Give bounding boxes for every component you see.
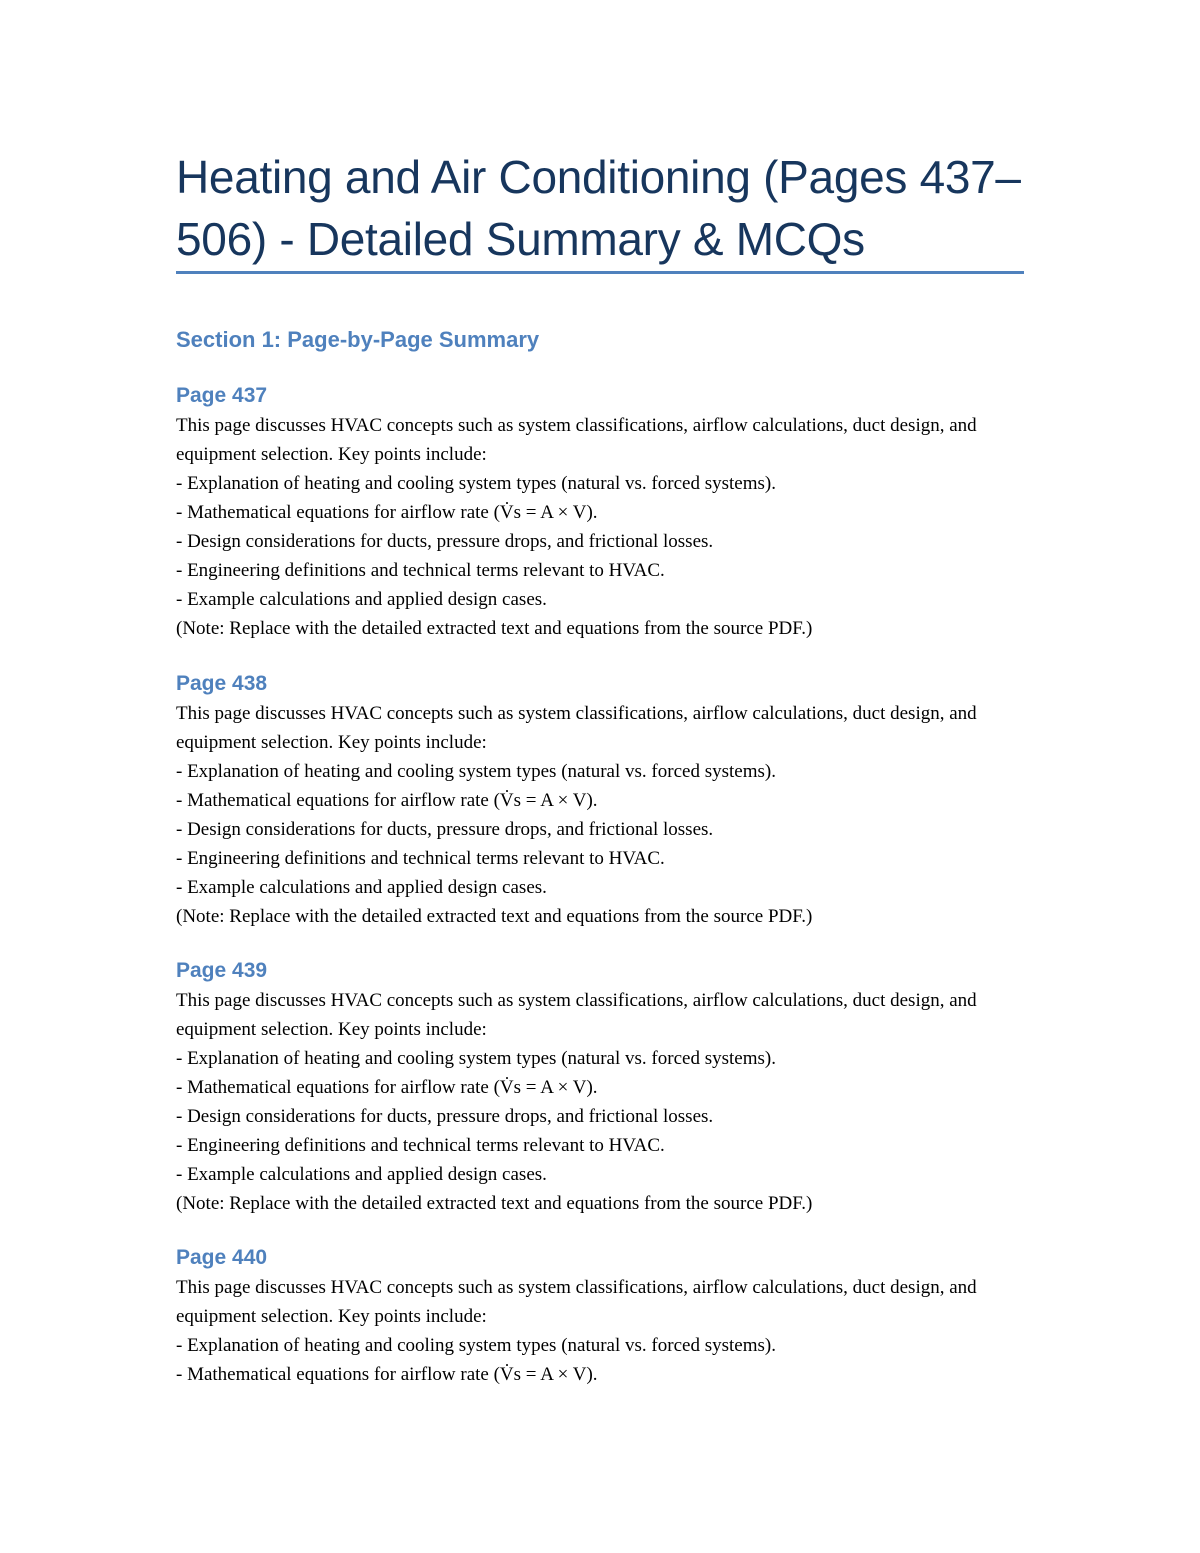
page-note: (Note: Replace with the detailed extracted text and equations from the source PDF.) bbox=[176, 906, 813, 927]
page-intro: This page discusses HVAC concepts such as system classifications, airflow calculations, duct design, and equipment selection. Key points include: bbox=[176, 703, 977, 753]
page-note: (Note: Replace with the detailed extracted text and equations from the source PDF.) bbox=[176, 618, 813, 639]
page-summary-439 bbox=[176, 956, 1026, 1218]
key-point: - Design considerations for ducts, pressure drops, and frictional losses. bbox=[176, 1106, 714, 1127]
page-body bbox=[176, 699, 1026, 931]
page-heading: Page 440 bbox=[176, 1246, 268, 1269]
document-title: Heating and Air Conditioning (Pages 437–506) - Detailed Summary & MCQs bbox=[176, 151, 1021, 265]
key-point: - Mathematical equations for airflow rate (V̇s = A × V). bbox=[176, 790, 598, 811]
page-summary-440 bbox=[176, 1243, 1026, 1389]
key-point: - Example calculations and applied design cases. bbox=[176, 877, 547, 898]
page-heading: Page 438 bbox=[176, 672, 268, 695]
key-point: - Explanation of heating and cooling system types (natural vs. forced systems). bbox=[176, 1048, 776, 1069]
title-underline bbox=[176, 271, 1024, 274]
page-intro: This page discusses HVAC concepts such as system classifications, airflow calculations, duct design, and equipment selection. Key points include: bbox=[176, 990, 977, 1040]
key-point: - Mathematical equations for airflow rate (V̇s = A × V). bbox=[176, 1364, 598, 1385]
page-body bbox=[176, 411, 1026, 643]
page-summary-437 bbox=[176, 381, 1026, 643]
key-point: - Explanation of heating and cooling system types (natural vs. forced systems). bbox=[176, 473, 776, 494]
key-point: - Example calculations and applied design cases. bbox=[176, 1164, 547, 1185]
key-point: - Design considerations for ducts, pressure drops, and frictional losses. bbox=[176, 531, 714, 552]
key-point: - Engineering definitions and technical terms relevant to HVAC. bbox=[176, 1135, 665, 1156]
page-summary-438 bbox=[176, 669, 1026, 931]
page-intro: This page discusses HVAC concepts such as system classifications, airflow calculations, duct design, and equipment selection. Key points include: bbox=[176, 1277, 977, 1327]
key-point: - Design considerations for ducts, pressure drops, and frictional losses. bbox=[176, 819, 714, 840]
key-point: - Engineering definitions and technical terms relevant to HVAC. bbox=[176, 848, 665, 869]
page-note: (Note: Replace with the detailed extracted text and equations from the source PDF.) bbox=[176, 1193, 813, 1214]
section-heading: Section 1: Page-by-Page Summary bbox=[176, 327, 540, 352]
key-point: - Explanation of heating and cooling system types (natural vs. forced systems). bbox=[176, 1335, 776, 1356]
key-point: - Engineering definitions and technical terms relevant to HVAC. bbox=[176, 560, 665, 581]
key-point: - Example calculations and applied design cases. bbox=[176, 589, 547, 610]
page-intro: This page discusses HVAC concepts such as system classifications, airflow calculations, duct design, and equipment selection. Key points include: bbox=[176, 415, 977, 465]
page-heading: Page 437 bbox=[176, 384, 268, 407]
page-body bbox=[176, 1273, 1026, 1389]
key-point: - Mathematical equations for airflow rate (V̇s = A × V). bbox=[176, 1077, 598, 1098]
key-point: - Mathematical equations for airflow rate (V̇s = A × V). bbox=[176, 502, 598, 523]
key-point: - Explanation of heating and cooling system types (natural vs. forced systems). bbox=[176, 761, 776, 782]
page-body bbox=[176, 986, 1026, 1218]
page-heading: Page 439 bbox=[176, 959, 268, 982]
